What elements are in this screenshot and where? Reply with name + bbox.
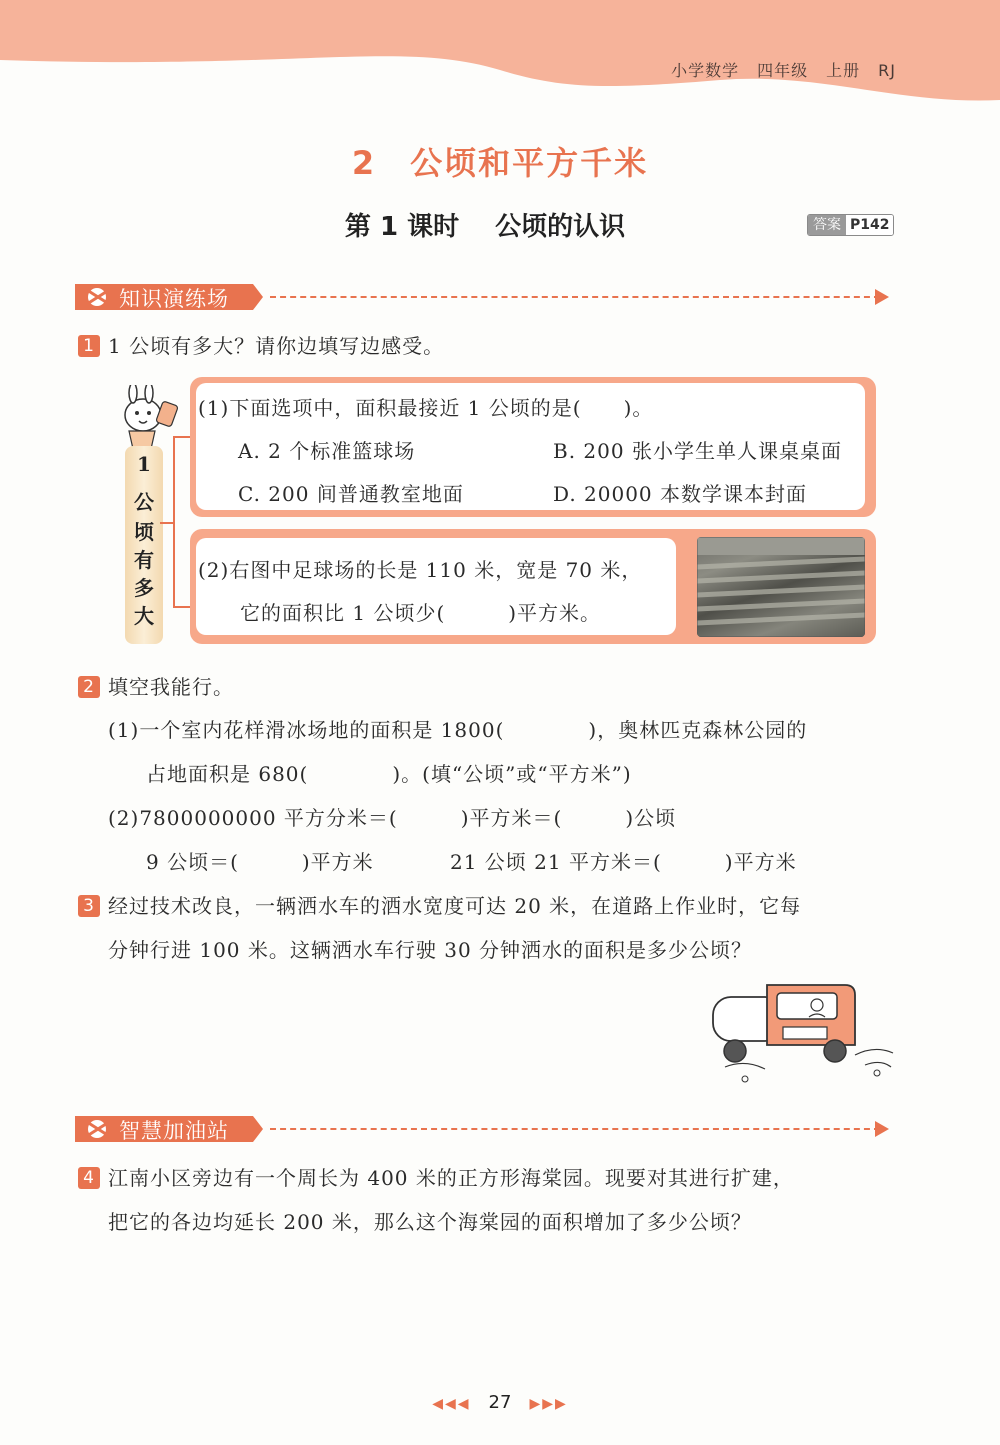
dashed-divider (270, 1128, 880, 1130)
answer-page: P142 (846, 215, 893, 235)
answer-label: 答案 (808, 215, 846, 235)
section-title: 知识演练场 (119, 287, 229, 311)
question-3-line1 (78, 890, 801, 919)
q2-line1: (1)一个室内花样滑冰场地的面积是 1800( )，奥林匹克森林公园的 (108, 718, 808, 742)
chapter-number: 2 (351, 144, 377, 182)
right-arrows-icon: ▶▶▶ (529, 1396, 568, 1412)
volume-label: 上册 (826, 61, 861, 80)
chapter-name: 公顷和平方千米 (410, 144, 649, 182)
edition-label: RJ (878, 61, 896, 80)
question-2-prompt (78, 671, 234, 700)
page-number: 27 (488, 1392, 512, 1413)
lesson-name: 公顷的认识 (495, 212, 626, 242)
question-4-line2: 把它的各边均延长 200 米，那么这个海棠园的面积增加了多少公顷？ (108, 1210, 752, 1234)
lesson-label: 第 1 课时 (344, 212, 460, 242)
side-label-scroll (125, 446, 163, 644)
grade-label: 四年级 (757, 61, 809, 80)
part2-line1: (2)右图中足球场的长是 110 米，宽是 70 米， (198, 558, 643, 582)
q2-line2: 占地面积是 680( )。(填“公顷”或“平方米”) (146, 762, 632, 786)
q2-line4a: 9 公顷＝( )平方米 (146, 850, 374, 874)
question-1-prompt (78, 330, 444, 359)
option-a: A. 2 个标准篮球场 (238, 439, 416, 463)
header-band (0, 0, 1000, 110)
side-label-char: 多 (134, 576, 154, 600)
question-number-badge: 1 (78, 335, 100, 357)
option-c: C. 200 间普通教室地面 (238, 482, 464, 506)
series-label (653, 58, 896, 81)
chapter-title (0, 138, 1000, 184)
side-label-char: 公 (134, 490, 154, 514)
section-banner-practice (75, 280, 895, 314)
subject-label: 小学数学 (671, 61, 740, 80)
q2-line4b: 21 公顷 21 平方米＝( )平方米 (450, 850, 797, 874)
dashed-divider (270, 296, 880, 298)
question-text: 江南小区旁边有一个周长为 400 米的正方形海棠园。现要对其进行扩建， (108, 1166, 794, 1190)
section-title: 智慧加油站 (119, 1119, 229, 1143)
question-text: 经过技术改良，一辆洒水车的洒水宽度可达 20 米，在道路上作业时，它每 (108, 894, 802, 918)
side-label-char: 大 (134, 604, 154, 628)
side-label-char: 顷 (134, 520, 154, 544)
part2-line2: 它的面积比 1 公顷少( )平方米。 (240, 601, 602, 625)
option-b: B. 200 张小学生单人课桌桌面 (553, 439, 842, 463)
question-number-badge: 2 (78, 676, 100, 698)
question-text: 填空我能行。 (108, 675, 234, 699)
arrow-right-icon (875, 1121, 889, 1137)
page-footer (0, 1392, 1000, 1413)
side-label-char: 有 (134, 548, 154, 572)
part1-stem: (1)下面选项中，面积最接近 1 公顷的是( )。 (198, 396, 654, 420)
answer-reference[interactable] (807, 214, 894, 236)
question-3-line2: 分钟行进 100 米。这辆洒水车行驶 30 分钟洒水的面积是多少公顷？ (108, 938, 753, 962)
side-label-char: 1 (137, 452, 151, 476)
option-d: D. 20000 本数学课本封面 (553, 482, 808, 506)
arrow-right-icon (875, 289, 889, 305)
question-text: 1 公顷有多大？请你边填写边感受。 (108, 334, 445, 358)
q2-line3: (2)7800000000 平方分米＝( )平方米＝( )公顷 (108, 806, 677, 830)
question-number-badge: 4 (78, 1167, 100, 1189)
left-arrows-icon: ◀◀◀ (432, 1396, 471, 1412)
section-banner-boost (75, 1112, 895, 1146)
sprinkler-truck-icon (705, 975, 900, 1090)
question-number-badge: 3 (78, 895, 100, 917)
question-4-line1 (78, 1162, 794, 1191)
football-field-photo (697, 537, 865, 637)
bracket-connector (160, 435, 192, 610)
